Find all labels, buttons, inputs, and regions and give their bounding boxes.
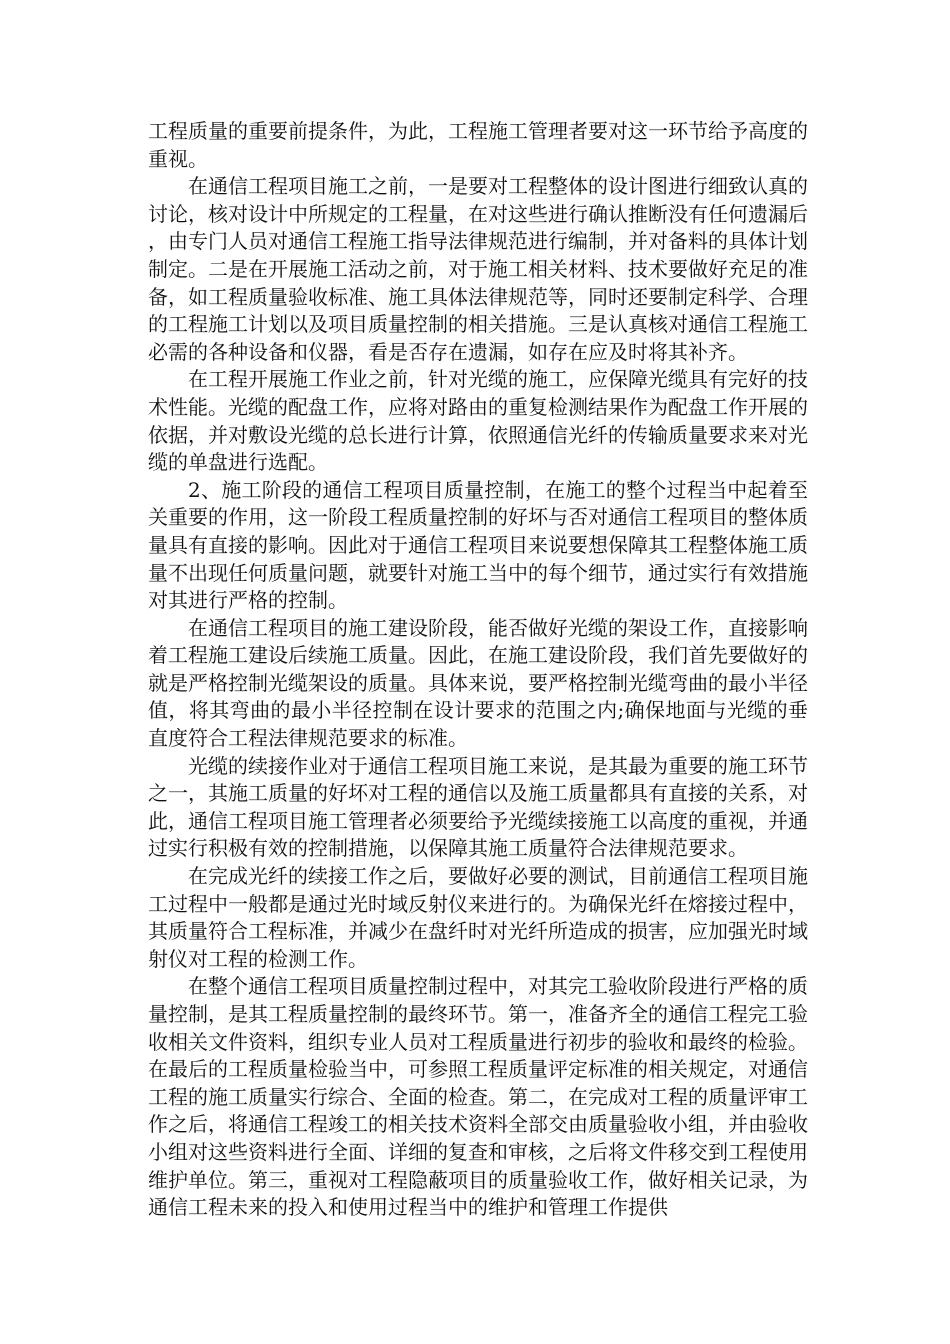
paragraph-8: 在整个通信工程项目质量控制过程中，对其完工验收阶段进行严格的质量控制，是其工程质量控制的最终环节。第一，准备齐全的通信工程完工验收相关文件资料，组织专业人员对工程质量进行初步的验收和最终的检验。在最后的工程质量检验当中，可参照工程质量评定标准的相关规定，对通信工程的施工质量实行综合、全面的检查。第二，在完成对工程的质量评审工作之后，将通信工程竣工的相关技术资料全部交由质量验收小组，并由验收小组对这些资料进行全面、详细的复查和审核，之后将文件移交到工程使用维护单位。第三，重视对工程隐蔽项目的质量验收工作，做好相关记录，为通信工程未来的投入和使用过程当中的维护和管理工作提供 [148, 974, 808, 1220]
document-page [148, 118, 808, 1222]
paragraph-2: 在通信工程项目施工之前，一是要对工程整体的设计图进行细致认真的讨论，核对设计中所规定的工程量，在对这些进行确认推断没有任何遗漏后，由专门人员对通信工程施工指导法律规范进行编制，并对备料的具体计划制定。二是在开展施工活动之前，对于施工相关材料、技术要做好充足的准备，如工程质量验收标准、施工具体法律规范等，同时还要制定科学、合理的工程施工计划以及项目质量控制的相关措施。三是认真核对通信工程施工必需的各种设备和仪器，看是否存在遗漏，如存在应及时将其补齐。 [148, 174, 808, 364]
paragraph-1: 工程质量的重要前提条件，为此，工程施工管理者要对这一环节给予高度的重视。 [148, 119, 808, 171]
paragraph-7: 在完成光纤的续接工作之后，要做好必要的测试，目前通信工程项目施工过程中一般都是通过光时域反射仪来进行的。为确保光纤在熔接过程中，其质量符合工程标准，并减少在盘纤时对光纤所造成的损害，应加强光时域射仪对工程的检测工作。 [148, 864, 808, 971]
paragraph-4: 2、施工阶段的通信工程项目质量控制，在施工的整个过程当中起着至关重要的作用，这一阶段工程质量控制的好坏与否对通信工程项目的整体质量具有直接的影响。因此对于通信工程项目来说要想保障其工程整体施工质量不出现任何质量问题，就要针对施工当中的每个细节，通过实行有效措施对其进行严格的控制。 [148, 477, 808, 613]
paragraph-3: 在工程开展施工作业之前，针对光缆的施工，应保障光缆具有完好的技术性能。光缆的配盘工作，应将对路由的重复检测结果作为配盘工作开展的依据，并对敷设光缆的总长进行计算，依照通信光纤的传输质量要求来对光缆的单盘进行选配。 [148, 367, 808, 475]
paragraph-6: 光缆的续接作业对于通信工程项目施工来说，是其最为重要的施工环节之一，其施工质量的好坏对工程的通信以及施工质量都具有直接的关系，对此，通信工程项目施工管理者必须要给予光缆续接施工以高度的重视，并通过实行积极有效的控制措施，以保障其施工质量符合法律规范要求。 [148, 753, 808, 861]
paragraph-5: 在通信工程项目的施工建设阶段，能否做好光缆的架设工作，直接影响着工程施工建设后续施工质量。因此，在施工建设阶段，我们首先要做好的就是严格控制光缆架设的质量。具体来说，要严格控制光缆弯曲的最小半径值，将其弯曲的最小半径控制在设计要求的范围之内;确保地面与光缆的垂直度符合工程法律规范要求的标准。 [148, 615, 808, 751]
